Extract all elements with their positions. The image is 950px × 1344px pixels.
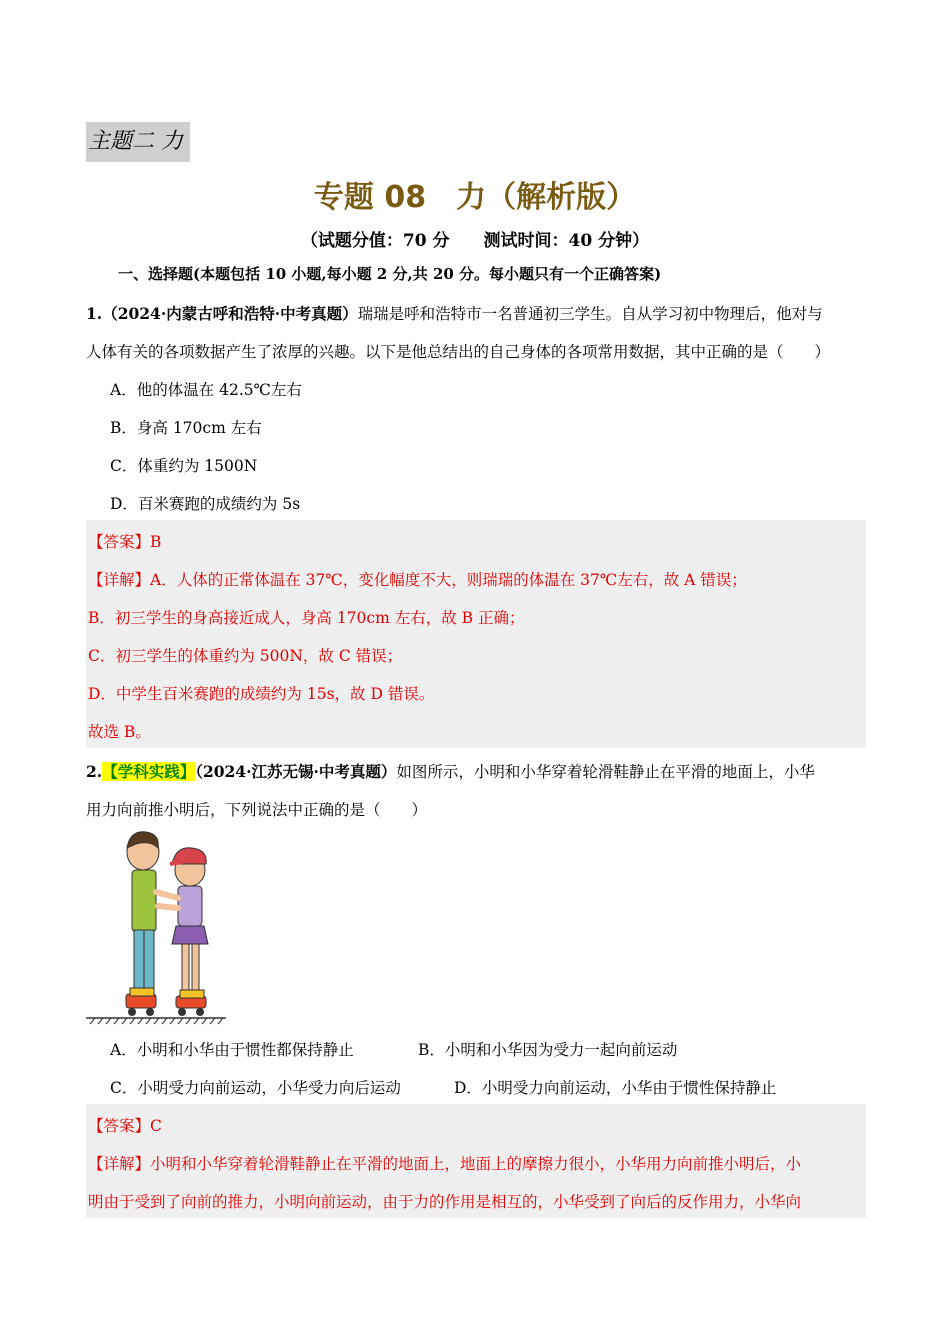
q1-option-a: A．他的体温在 42.5℃左右 xyxy=(110,381,302,399)
q2-stem-text1: 如图所示，小明和小华穿着轮滑鞋静止在平滑的地面上，小华 xyxy=(396,763,815,781)
q1-stem-line1 xyxy=(86,302,823,324)
q1-answer xyxy=(88,530,161,552)
q2-answer-value: C xyxy=(150,1117,162,1135)
q1-detail-line1 xyxy=(88,568,747,590)
q2-number: 2. xyxy=(86,762,103,781)
q1-option-c: C．体重约为 1500N xyxy=(110,457,258,475)
q1-answer-box xyxy=(86,520,866,748)
q1-answer-value: B xyxy=(150,533,162,551)
q2-answer xyxy=(88,1114,162,1136)
q2-stem-line1 xyxy=(86,760,815,782)
q1-number: 1. xyxy=(86,304,103,323)
q2-answer-label: 【答案】 xyxy=(88,1117,151,1135)
q2-option-b: B．小明和小华因为受力一起向前运动 xyxy=(418,1041,678,1059)
q1-answer-label: 【答案】 xyxy=(88,533,151,551)
q2-detail-label: 【详解】 xyxy=(88,1155,151,1173)
q2-detail-line2: 明由于受到了向前的推力，小明向前运动，由于力的作用是相互的，小华受到了向后的反作用力，小华向 xyxy=(88,1193,802,1211)
q1-detail-line4: D．中学生百米赛跑的成绩约为 15s，故 D 错误。 xyxy=(88,685,435,703)
page-title: 专题 08 力（解析版） xyxy=(313,180,637,215)
q2-tag: 【学科实践】 xyxy=(102,762,196,781)
exam-info: （试题分值：70 分 测试时间：40 分钟） xyxy=(300,231,650,251)
q1-detail-line2: B．初三学生的身高接近成人，身高 170cm 左右，故 B 正确； xyxy=(88,609,525,627)
rollerskate-illustration xyxy=(86,826,228,1026)
q2-source: （2024·江苏无锡·中考真题） xyxy=(195,762,397,781)
q1-detail-text1: A．人体的正常体温在 37℃，变化幅度不大，则瑞瑞的体温在 37℃左右，故 A 错误； xyxy=(150,571,747,589)
q2-option-a: A．小明和小华由于惯性都保持静止 xyxy=(110,1041,354,1059)
q2-option-c: C．小明受力向前运动，小华受力向后运动 xyxy=(110,1079,401,1097)
q1-detail-line3: C．初三学生的体重约为 500N，故 C 错误； xyxy=(88,647,403,665)
q1-option-d: D．百米赛跑的成绩约为 5s xyxy=(110,495,301,513)
q1-stem-text1: 瑞瑞是呼和浩特市一名普通初三学生。自从学习初中物理后，他对与 xyxy=(357,305,823,323)
q2-detail-text1: 小明和小华穿着轮滑鞋静止在平滑的地面上，地面上的摩擦力很小，小华用力向前推小明后，小 xyxy=(150,1155,802,1173)
q2-option-d: D．小明受力向前运动，小华由于惯性保持静止 xyxy=(454,1079,777,1097)
section-heading: 一、选择题(本题包括 10 小题,每小题 2 分,共 20 分。每小题只有一个正确答案) xyxy=(118,265,662,283)
q1-source: （2024·内蒙古呼和浩特·中考真题） xyxy=(102,304,358,323)
q2-stem-line2: 用力向前推小明后，下列说法中正确的是（ ） xyxy=(86,801,428,819)
q1-detail-label: 【详解】 xyxy=(88,571,151,589)
q1-stem-line2: 人体有关的各项数据产生了浓厚的兴趣。以下是他总结出的自己身体的各项常用数据，其中正确的是（ ） xyxy=(86,343,831,361)
topic-tag: 主题二 力 xyxy=(86,122,190,162)
q2-detail-line1 xyxy=(88,1152,801,1174)
q1-detail-line5: 故选 B。 xyxy=(88,723,151,741)
q1-option-b: B．身高 170cm 左右 xyxy=(110,419,262,437)
